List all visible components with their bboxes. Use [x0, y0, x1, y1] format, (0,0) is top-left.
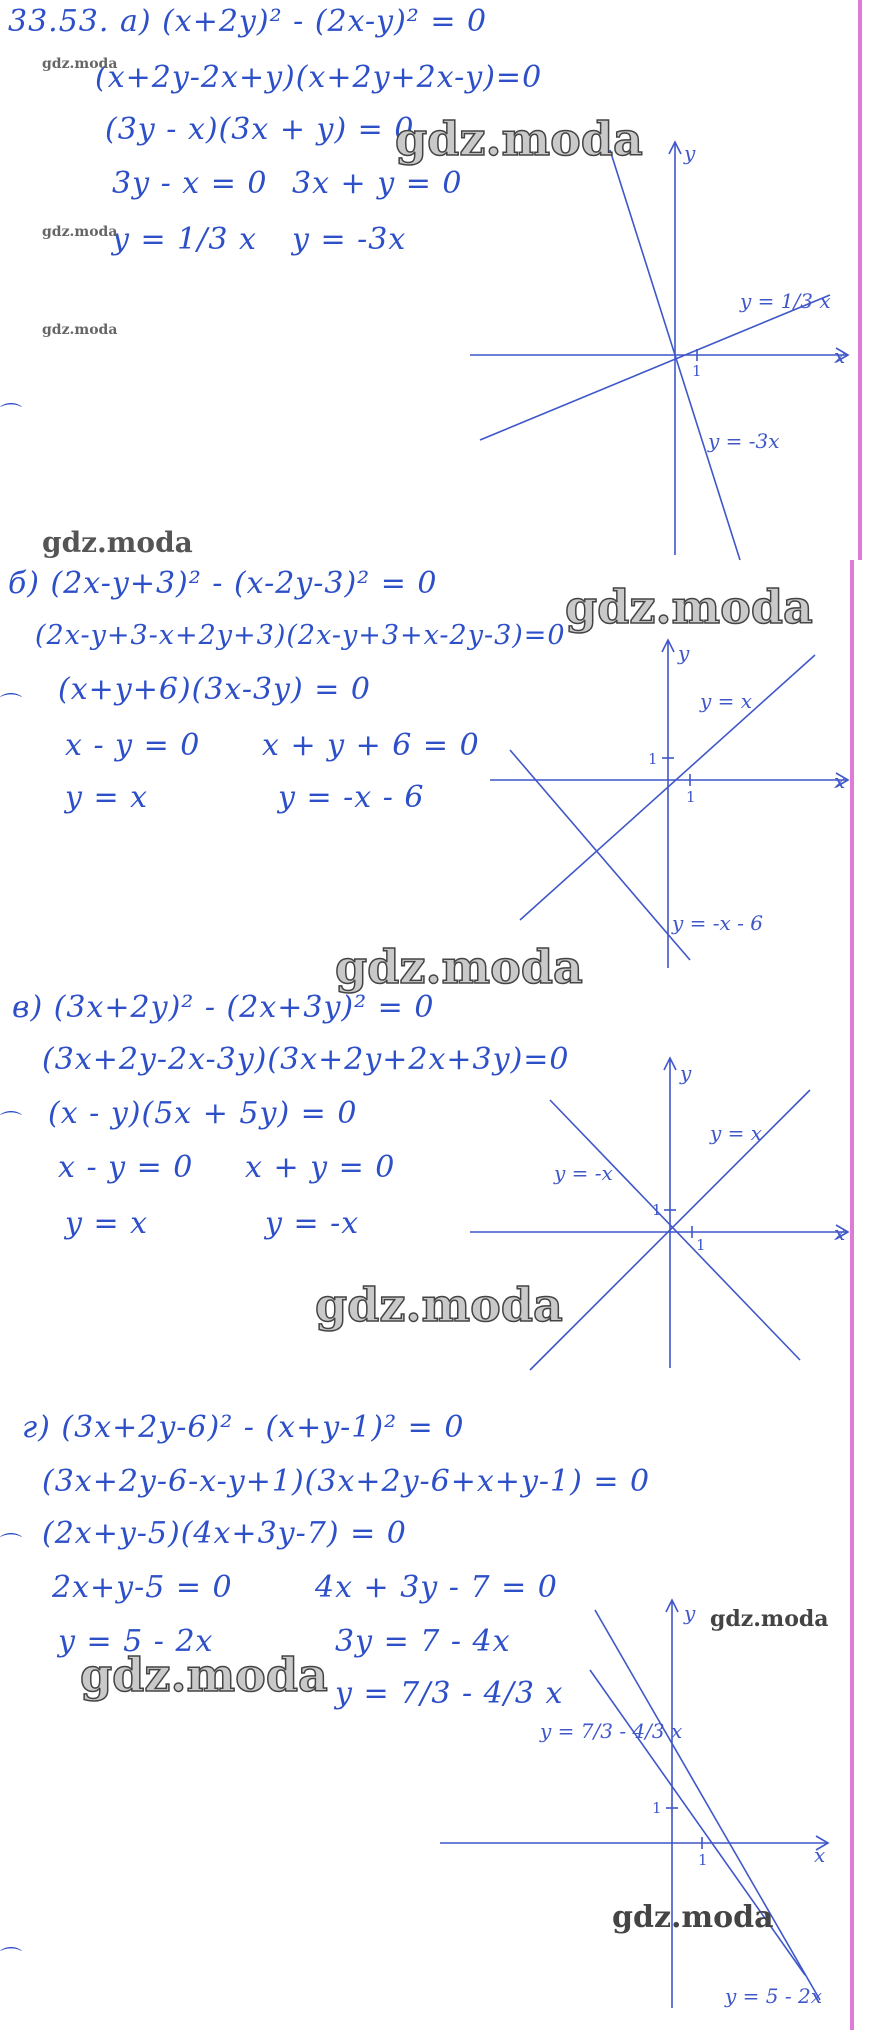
- step-line: (x - y)(5x + 5y) = 0: [48, 1096, 358, 1131]
- margin-mark: ⌒: [0, 693, 23, 718]
- tick-label: 1: [696, 1236, 706, 1254]
- line-y-5-minus-2x: [595, 1610, 820, 2000]
- margin-mark: ⌒: [0, 1947, 23, 1972]
- equation-left: x - y = 0: [65, 728, 201, 763]
- watermark: gdz.moda: [612, 1900, 774, 1935]
- y-axis-label: y: [678, 641, 690, 665]
- watermark: gdz.moda: [42, 322, 118, 338]
- tick-label: 1: [652, 1799, 662, 1817]
- result-left: y = 1/3 x: [112, 222, 257, 257]
- equation-left: 3y - x = 0: [112, 166, 268, 201]
- result-left: y = 5 - 2x: [58, 1624, 214, 1659]
- watermark: gdz.moda: [395, 112, 643, 166]
- line-y-neg-x-6: [510, 750, 690, 960]
- problem-title: г) (3x+2y-6)² - (x+y-1)² = 0: [22, 1410, 465, 1445]
- line-y-1-3x: [480, 295, 830, 440]
- tick-label: 1: [698, 1851, 708, 1869]
- watermark: gdz.moda: [565, 580, 813, 634]
- tick-label: 1: [648, 750, 658, 768]
- problem-title: в) (3x+2y)² - (2x+3y)² = 0: [12, 990, 435, 1025]
- step-line: (3x+2y-2x-3y)(3x+2y+2x+3y)=0: [42, 1042, 570, 1077]
- line-label: y = 1/3 x: [740, 289, 831, 313]
- watermark: gdz.moda: [42, 56, 118, 72]
- tick-label: 1: [686, 788, 696, 806]
- margin-mark: ⌒: [0, 403, 23, 428]
- x-axis-label: x: [834, 1221, 846, 1245]
- step-line: (x+2y-2x+y)(x+2y+2x-y)=0: [95, 60, 543, 95]
- y-axis-label: y: [680, 1061, 692, 1085]
- line-label: y = -x - 6: [672, 911, 764, 935]
- step-line: (3x+2y-6-x-y+1)(3x+2y-6+x+y-1) = 0: [42, 1464, 651, 1499]
- result-right: y = -3x: [292, 222, 407, 257]
- result-right: y = -x: [265, 1206, 360, 1241]
- result-left: y = x: [65, 1206, 149, 1241]
- step-line: (3y - x)(3x + y) = 0: [105, 112, 415, 147]
- result-left: y = x: [65, 780, 149, 815]
- tick-label: 1: [692, 362, 702, 380]
- result-right: y = 7/3 - 4/3 x: [335, 1676, 564, 1711]
- watermark: gdz.moda: [80, 1648, 328, 1702]
- x-axis-label: x: [834, 344, 846, 368]
- margin-line: [850, 560, 854, 2030]
- watermark: gdz.moda: [42, 526, 193, 559]
- x-axis-label: x: [814, 1843, 826, 1867]
- equation-left: 2x+y-5 = 0: [52, 1570, 233, 1605]
- graph-g: [440, 1590, 830, 2010]
- line-label: y = x: [700, 689, 753, 713]
- watermark: gdz.moda: [315, 1278, 563, 1332]
- problem-title: 33.53. а) (x+2y)² - (2x-y)² = 0: [8, 4, 488, 39]
- margin-line: [858, 0, 862, 560]
- equation-left: x - y = 0: [58, 1150, 194, 1185]
- step-line: (x+y+6)(3x-3y) = 0: [58, 672, 371, 707]
- line-label: y = -3x: [708, 429, 780, 453]
- line-label: y = 5 - 2x: [725, 1984, 822, 2008]
- graph-b: [490, 630, 850, 970]
- watermark: gdz.moda: [710, 1606, 829, 1632]
- line-label: y = 7/3 - 4/3 x: [540, 1719, 683, 1743]
- equation-right: 3x + y = 0: [292, 166, 463, 201]
- tick-label: 1: [652, 1201, 662, 1219]
- step-line: (2x-y+3-x+2y+3)(2x-y+3+x-2y-3)=0: [35, 620, 566, 651]
- graph-a: [470, 130, 850, 560]
- equation-right: 4x + 3y - 7 = 0: [315, 1570, 558, 1605]
- margin-mark: ⌒: [0, 1533, 23, 1558]
- y-axis-label: y: [684, 1601, 696, 1625]
- problem-title: б) (2x-y+3)² - (x-2y-3)² = 0: [8, 566, 438, 601]
- margin-mark: ⌒: [0, 1111, 23, 1136]
- line-label: y = -x: [554, 1161, 613, 1185]
- line-label: y = x: [710, 1121, 763, 1145]
- watermark: gdz.moda: [335, 940, 583, 994]
- result-mid: 3y = 7 - 4x: [335, 1624, 511, 1659]
- step-line: (2x+y-5)(4x+3y-7) = 0: [42, 1516, 407, 1551]
- equation-right: x + y + 6 = 0: [262, 728, 480, 763]
- equation-right: x + y = 0: [245, 1150, 396, 1185]
- x-axis-label: x: [834, 769, 846, 793]
- y-axis-label: y: [684, 141, 696, 165]
- watermark: gdz.moda: [42, 224, 118, 240]
- result-right: y = -x - 6: [278, 780, 425, 815]
- line-y-neg-x: [550, 1100, 800, 1360]
